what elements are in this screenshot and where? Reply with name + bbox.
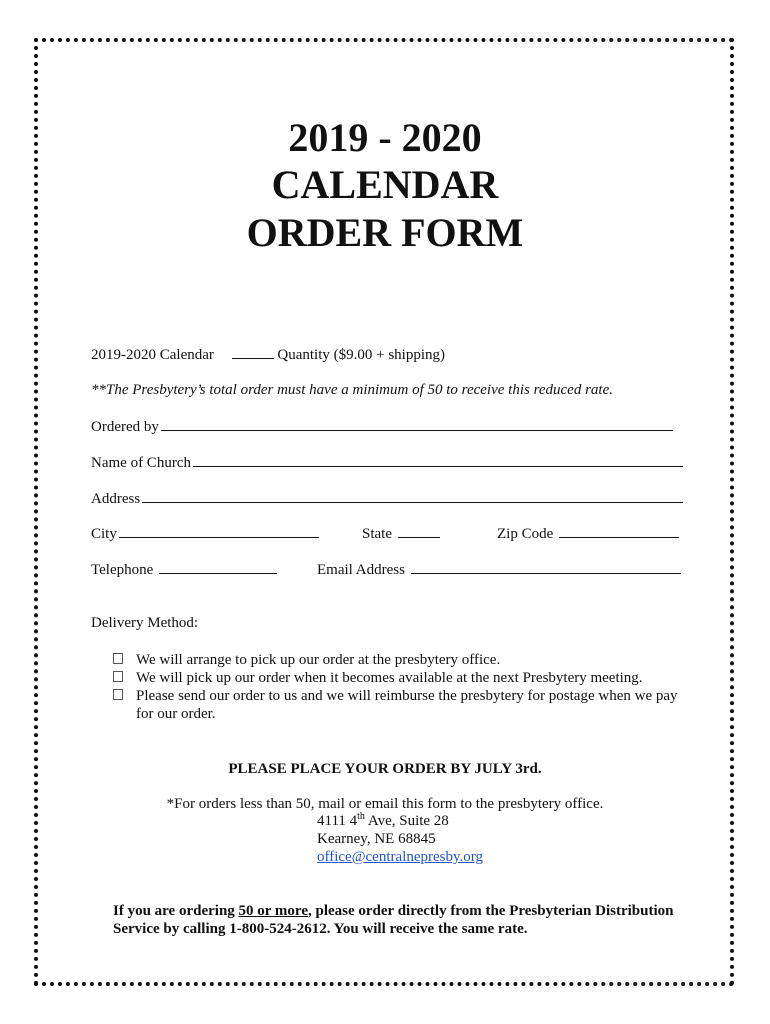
city-label: City [91,526,117,542]
product-label: 2019-2020 Calendar [91,347,214,363]
delivery-option-ship-continued: for our order. [136,706,216,722]
street-number-suffix: th [357,811,365,822]
address-row [91,489,683,508]
email-label: Email Address [317,562,405,578]
address-field[interactable] [142,489,683,503]
street-name: Ave, Suite 28 [364,813,449,829]
state-label: State [362,526,392,542]
church-row [91,453,683,472]
zip-row [497,524,679,543]
office-city-line: Kearney, NE 68845 [317,831,436,847]
delivery-option-pickup-office-checkbox[interactable] [113,653,123,664]
ordered-by-row [91,417,673,436]
quantity-label: Quantity ($9.00 + shipping) [277,347,446,363]
state-row [362,524,440,543]
office-email-link[interactable]: office@centralnepresby.org [317,849,483,865]
city-field[interactable] [119,524,319,538]
bulk-emphasis: 50 or more [238,903,308,919]
form-title-years: 2019 - 2020 [288,115,482,160]
zip-label: Zip Code [497,526,554,542]
address-label: Address [91,491,141,507]
church-label: Name of Church [91,455,191,471]
church-field[interactable] [193,453,683,467]
office-street-address [317,812,449,830]
ordered-by-label: Ordered by [91,419,159,435]
bulk-text-start: If you are ordering [113,903,239,919]
mail-instructions: *For orders less than 50, mail or email this form to the presbytery office. [166,796,604,812]
delivery-option-ship-checkbox[interactable] [113,689,123,700]
bulk-order-line-2: Service by calling 1-800-524-2612. You will receive the same rate. [113,921,528,937]
street-number: 4111 4 [317,813,358,829]
telephone-field[interactable] [159,560,277,574]
order-deadline: PLEASE PLACE YOUR ORDER BY JULY 3rd. [228,761,542,777]
delivery-option-pickup-meeting-checkbox[interactable] [113,671,123,682]
delivery-heading: Delivery Method: [91,615,199,631]
state-field[interactable] [398,524,440,538]
telephone-label: Telephone [91,562,154,578]
bulk-text-end: , please order directly from the Presbyterian Distribution [307,903,674,919]
form-title-order-form: ORDER FORM [246,210,524,255]
form-title-calendar: CALENDAR [271,162,499,207]
email-row [317,560,681,579]
product-line [91,345,445,364]
city-row [91,524,319,543]
email-field[interactable] [411,560,681,574]
delivery-option-pickup-meeting: We will pick up our order when it becomes available at the next Presbytery meeting. [136,670,643,686]
minimum-order-note: **The Presbytery’s total order must have a minimum of 50 to receive this reduced rate. [91,382,613,398]
delivery-option-pickup-office: We will arrange to pick up our order at the presbytery office. [136,652,501,668]
telephone-row [91,560,277,579]
bulk-order-line-1 [113,902,674,920]
ordered-by-field[interactable] [161,417,673,431]
delivery-option-ship: Please send our order to us and we will reimburse the presbytery for postage when we pay [136,688,678,704]
quantity-field[interactable] [232,345,274,359]
zip-field[interactable] [559,524,679,538]
